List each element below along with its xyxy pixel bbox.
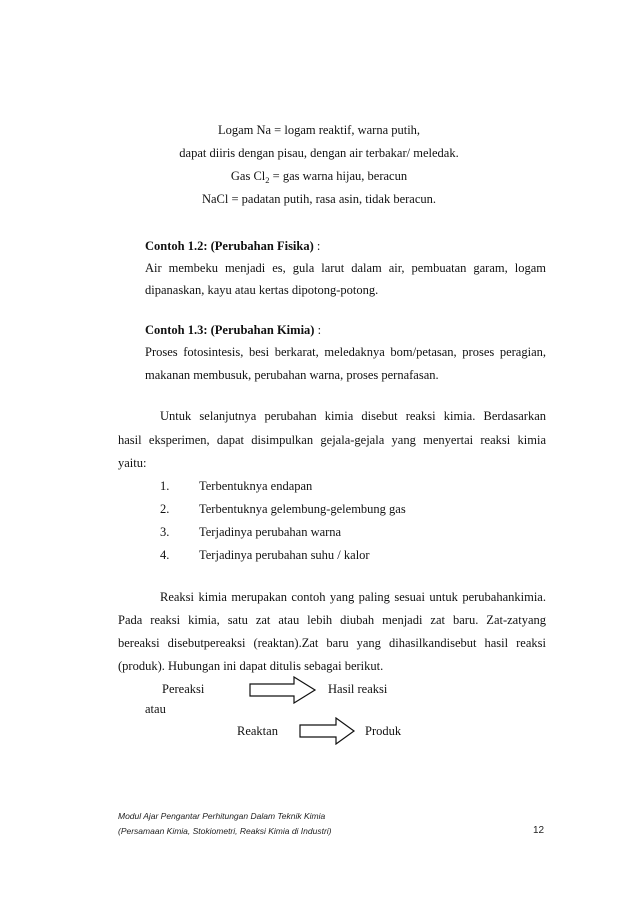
example-physical-heading: Contoh 1.2: (Perubahan Fisika) : (145, 239, 321, 253)
footer-title: Modul Ajar Pengantar Perhitungan Dalam Teknik Kimia (118, 811, 326, 821)
paragraph1-line2: hasil eksperimen, dapat disimpulkan gejala-gejala yang menyertai reaksi kimia (118, 433, 546, 447)
scheme1-arrow-icon (249, 676, 317, 704)
scheme1-reactant-label: Pereaksi (162, 682, 205, 696)
definition-chlorine: Gas $Cl_2$ = gas warna hijau, beracun (230, 169, 408, 185)
example-physical-line2: dipanaskan, kayu atau kertas dipotong-potong. (145, 283, 379, 297)
list-item-number: 1. (160, 479, 170, 493)
example-physical-line1: Air membeku menjadi es, gula larut dalam air, pembuatan garam, logam (145, 261, 546, 275)
scheme1-product-label: Hasil reaksi (328, 682, 388, 696)
paragraph2-line2: Pada reaksi kimia, satu zat atau lebih diubah menjadi zat baru. Zat-zatyang (118, 613, 546, 627)
example-chemical-line1: Proses fotosintesis, besi berkarat, meledaknya bom/petasan, proses peragian, (145, 345, 546, 359)
scheme2-arrow-icon (299, 717, 356, 745)
list-item-text: Terjadinya perubahan warna (199, 525, 342, 539)
scheme2-product-label: Produk (365, 724, 402, 738)
page-number: 12 (533, 825, 545, 836)
paragraph2-line1: Reaksi kimia merupakan contoh yang paling sesuai untuk perubahankimia. (160, 590, 546, 604)
paragraph2-line3: bereaksi disebutpereaksi (reaktan).Zat baru yang dihasilkandisebut hasil reaksi (118, 636, 546, 650)
list-item-text: Terjadinya perubahan suhu / kalor (199, 548, 370, 562)
list-item-text: Terbentuknya endapan (199, 479, 313, 493)
paragraph1-line1: Untuk selanjutnya perubahan kimia disebut reaksi kimia. Berdasarkan (160, 409, 546, 423)
example-chemical-heading: Contoh 1.3: (Perubahan Kimia) : (145, 323, 322, 337)
list-item-number: 4. (160, 548, 170, 562)
paragraph1-line3: yaitu: (118, 456, 147, 470)
definition-nacl: NaCl = padatan putih, rasa asin, tidak beracun. (201, 192, 437, 206)
footer-subtitle: (Persamaan Kimia, Stokiometri, Reaksi Kimia di Industri) (118, 826, 332, 836)
scheme2-reactant-label: Reaktan (237, 724, 278, 738)
list-item-number: 3. (160, 525, 170, 539)
list-item-text: Terbentuknya gelembung-gelembung gas (199, 502, 406, 516)
list-item-number: 2. (160, 502, 170, 516)
example-chemical-line2: makanan membusuk, perubahan warna, proses pernafasan. (145, 368, 439, 382)
paragraph2-line4: (produk). Hubungan ini dapat ditulis sebagai berikut. (118, 659, 384, 673)
or-text: atau (145, 702, 166, 716)
definition-sodium-cont: dapat diiris dengan pisau, dengan air terbakar/ meledak. (179, 146, 459, 160)
definition-sodium: Logam Na = logam reaktif, warna putih, (217, 123, 421, 137)
